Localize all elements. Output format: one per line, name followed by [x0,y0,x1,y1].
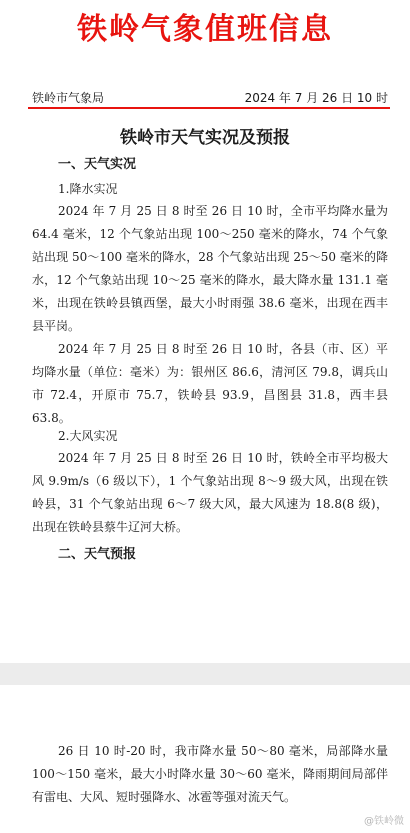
document-page-2 [0,685,410,833]
paragraph-county-precipitation: 2024 年 7 月 25 日 8 时至 26 日 10 时，各县（市、区）平均降水量（单位：毫米）为：银州区 86.6，清河区 79.8，调兵山市 72.4，开原市 75.7，铁岭县 93.9，昌图县 31.8，西丰县 63.8。 [32,342,388,425]
paragraph-wind-summary: 2024 年 7 月 25 日 8 时至 26 日 10 时，铁岭全市平均极大风 9.9m/s（6 级以下），1 个气象站出现 8～9 级大风，出现在铁岭县，31 个气象站出现 6～7 级大风，最大风速为 18.8(8 级)，出现在铁岭县蔡牛辽河大桥。 [32,451,388,534]
subheading-precipitation: 1.降水实况 [58,182,118,196]
red-divider [28,107,390,109]
watermark: @铁岭微 [364,816,404,827]
subheading-wind: 2.大风实况 [58,429,118,443]
paragraph-forecast: 26 日 10 时-20 时，我市降水量 50～80 毫米，局部降水量 100～150 毫米，最大小时降水量 30～60 毫米，降雨期间局部伴有雷电、大风、短时强降水、冰雹等强对流天气。 [32,744,388,804]
paragraph-precipitation-summary: 2024 年 7 月 25 日 8 时至 26 日 10 时，全市平均降水量为 64.4 毫米，12 个气象站出现 100～250 毫米的降水，74 个气象站出现 50～100 毫米的降水，28 个气象站出现 25～50 毫米的降水，12 个气象站出现 10～25 毫米的降水，最大降水量 131.1 毫米，出现在铁岭县镇西堡，最大小时雨强 38.6 毫米，出现在西丰县平岗。 [32,204,388,333]
document-title: 铁岭市天气实况及预报 [120,128,290,148]
issue-date: 2024 年 7 月 26 日 10 时 [244,91,388,105]
masthead-title: 铁岭气象值班信息 [77,12,333,47]
section-heading-observations: 一、天气实况 [58,157,137,172]
issuer-label: 铁岭市气象局 [32,91,105,105]
section-heading-forecast: 二、天气预报 [58,547,137,562]
page-gap [0,663,410,685]
